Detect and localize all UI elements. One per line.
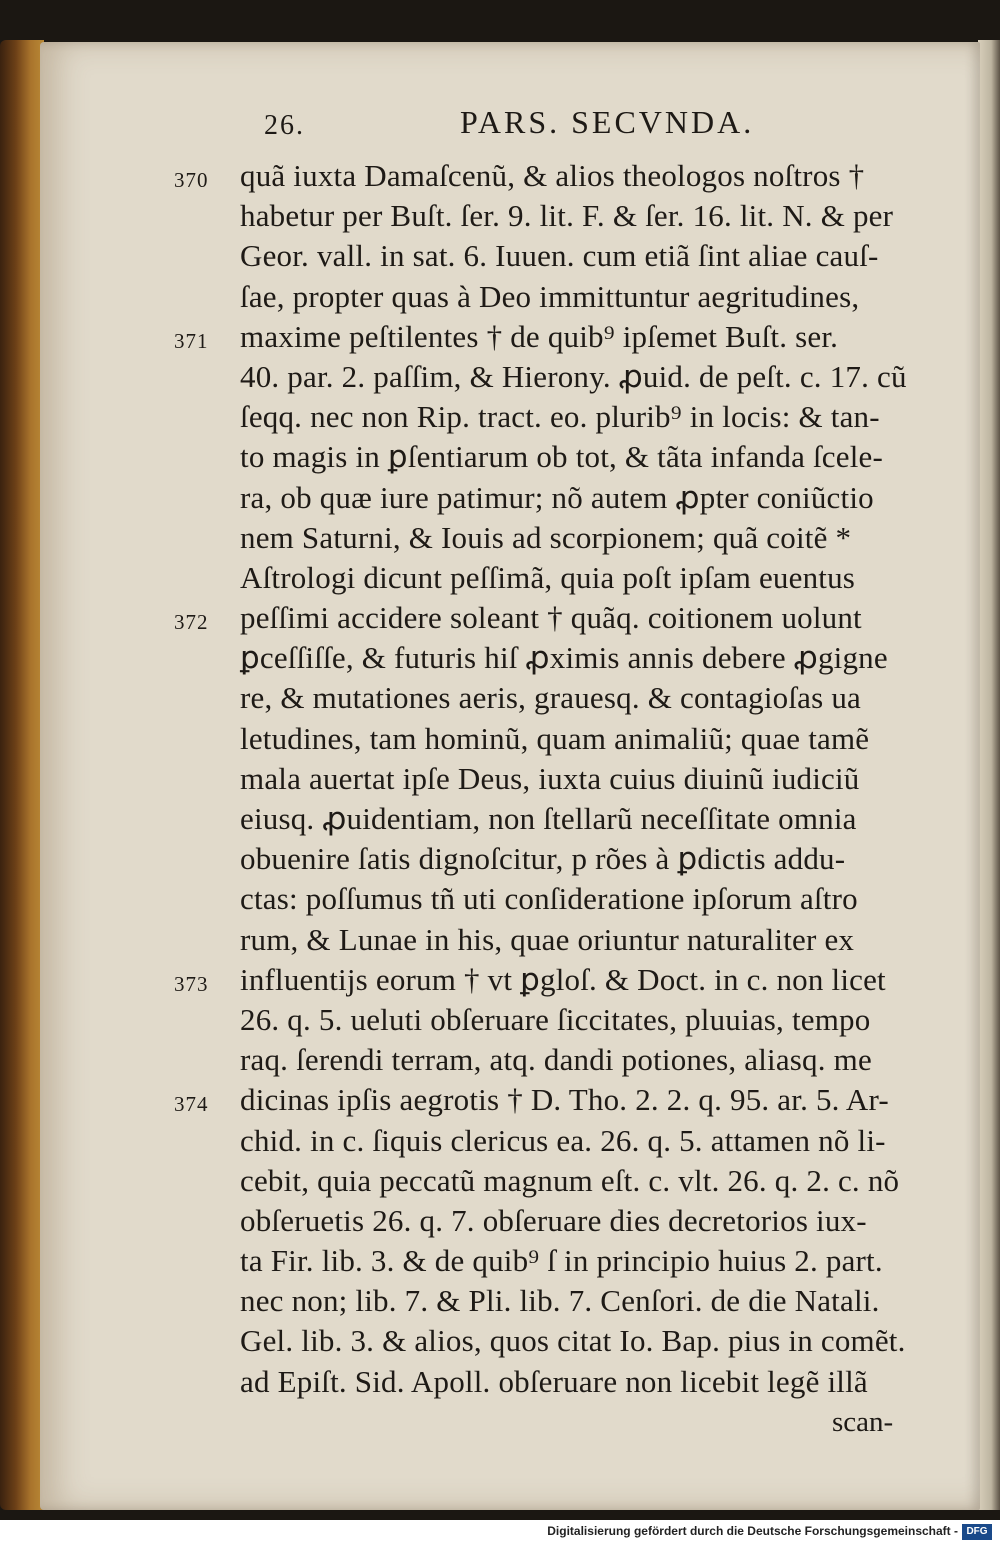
text-line — [160, 719, 980, 759]
text-line — [160, 236, 980, 276]
margin-number: 372 — [174, 610, 209, 635]
text-line — [160, 196, 980, 236]
catchword: scan- — [832, 1405, 894, 1438]
text-line — [160, 1161, 980, 1201]
line-text: to magis in ꝑſentiarum ob tot, & tãta infanda ſcele- — [240, 439, 884, 475]
book-spine-edge — [0, 40, 44, 1510]
text-line — [160, 759, 980, 799]
line-text: 40. par. 2. paſſim, & Hierony. ꝓuid. de peſt. c. 17. cũ — [240, 358, 907, 394]
footer-bar — [0, 1520, 1000, 1546]
folio-number: 26. — [264, 110, 305, 141]
text-line — [160, 277, 980, 317]
line-text: 26. q. 5. ueluti obſeruare ſiccitates, pluuias, tempo — [240, 1001, 871, 1037]
line-text: obſeruetis 26. q. 7. obſeruare dies decretorios iux- — [240, 1202, 867, 1238]
page-header — [160, 102, 980, 156]
line-text: peſſimi accidere soleant † quãq. coitionem uolunt — [240, 600, 862, 636]
line-text: ra, ob quæ iure patimur; nõ autem ꝓpter coniũctio — [240, 479, 874, 515]
text-line — [160, 678, 980, 718]
line-text: re, & mutationes aeris, grauesq. & contagioſas ua — [240, 680, 862, 716]
line-text: influentijs eorum † vt ꝑgloſ. & Doct. in c. non licet — [240, 961, 886, 997]
line-text: nem Saturni, & Iouis ad scorpionem; quã coitẽ * — [240, 519, 852, 555]
line-text: Geor. vall. in sat. 6. Iuuen. cum etiã ſint aliae cauſ- — [240, 238, 879, 274]
dfg-logo: DFG — [962, 1524, 992, 1540]
margin-number: 370 — [174, 168, 209, 192]
line-text: Gel. lib. 3. & alios, quos citat Io. Bap. pius in comẽt. — [240, 1323, 906, 1359]
page-fore-edge — [978, 40, 1000, 1510]
text-line — [160, 1040, 980, 1080]
text-line — [160, 1241, 980, 1281]
line-text: letudines, tam hominũ, quam animaliũ; quae tamẽ — [240, 720, 870, 756]
text-line — [160, 1000, 980, 1040]
line-text: ſeqq. nec non Rip. tract. eo. plurib⁹ in locis: & tan- — [240, 399, 880, 435]
text-line — [160, 317, 980, 357]
line-text: cebit, quia peccatũ magnum eſt. c. vlt. 26. q. 2. c. nõ — [240, 1162, 900, 1198]
line-text: Aſtrologi dicunt peſſimã, quia poſt ipſam euentus — [240, 559, 856, 595]
margin-number: 373 — [174, 971, 209, 996]
text-line — [160, 1080, 980, 1120]
text-line — [160, 518, 980, 558]
line-text: mala auertat ipſe Deus, iuxta cuius diuinũ iudiciũ — [240, 760, 860, 796]
line-text: nec non; lib. 7. & Pli. lib. 7. Cenſori. de die Natali. — [240, 1283, 880, 1319]
text-line — [160, 437, 980, 477]
footer-credit: Digitalisierung gefördert durch die Deutsche Forschungsgemeinschaft - — [547, 1524, 958, 1538]
text-line — [160, 1201, 980, 1241]
line-text: quã iuxta Damaſcenũ, & alios theologos noſtros † — [240, 158, 865, 193]
line-text: ctas: poſſumus tñ uti conſideratione ipſorum aſtro — [240, 881, 858, 917]
body-text — [160, 156, 980, 1402]
line-text: ꝑceſſiſſe, & futuris hiſ ꝓximis annis debere ꝓgigne — [240, 640, 888, 676]
text-line — [160, 1321, 980, 1361]
line-text: dicinas ipſis aegrotis † D. Tho. 2. 2. q. 95. ar. 5. Ar- — [240, 1082, 889, 1118]
text-line — [160, 799, 980, 839]
margin-number: 374 — [174, 1092, 209, 1117]
text-line — [160, 1121, 980, 1161]
line-text: obuenire ſatis dignoſcitur, p rões à ꝑdictis addu- — [240, 841, 846, 877]
line-text: ad Epiſt. Sid. Apoll. obſeruare non licebit legẽ illã — [240, 1363, 868, 1399]
margin-number: 371 — [174, 328, 209, 353]
text-line — [160, 478, 980, 518]
text-line — [160, 960, 980, 1000]
line-text: habetur per Buſt. ſer. 9. lit. F. & ſer. 16. lit. N. & per — [240, 198, 894, 234]
text-line — [160, 598, 980, 638]
running-head: PARS. SECVNDA. — [460, 104, 755, 140]
text-line — [160, 920, 980, 960]
text-line — [160, 839, 980, 879]
line-text: rum, & Lunae in his, quae oriuntur naturaliter ex — [240, 921, 855, 957]
line-text: ſae, propter quas à Deo immittuntur aegritudines, — [240, 278, 860, 314]
text-block — [160, 102, 980, 1442]
text-line — [160, 357, 980, 397]
line-text: raq. ſerendi terram, atq. dandi potiones, aliasq. me — [240, 1042, 872, 1078]
line-text: chid. in c. ſiquis clericus ea. 26. q. 5. attamen nõ li- — [240, 1122, 886, 1158]
line-text: ta Fir. lib. 3. & de quib⁹ ſ in principio huius 2. part. — [240, 1243, 883, 1279]
text-line — [160, 879, 980, 919]
text-line — [160, 397, 980, 437]
text-line — [160, 1362, 980, 1402]
line-text: maxime peſtilentes † de quib⁹ ipſemet Buſt. ser. — [240, 318, 839, 354]
line-text: eiusq. ꝓuidentiam, non ſtellarũ neceſſitate omnia — [240, 801, 857, 836]
text-line — [160, 558, 980, 598]
text-line — [160, 1281, 980, 1321]
text-line — [160, 156, 980, 196]
text-line — [160, 638, 980, 678]
